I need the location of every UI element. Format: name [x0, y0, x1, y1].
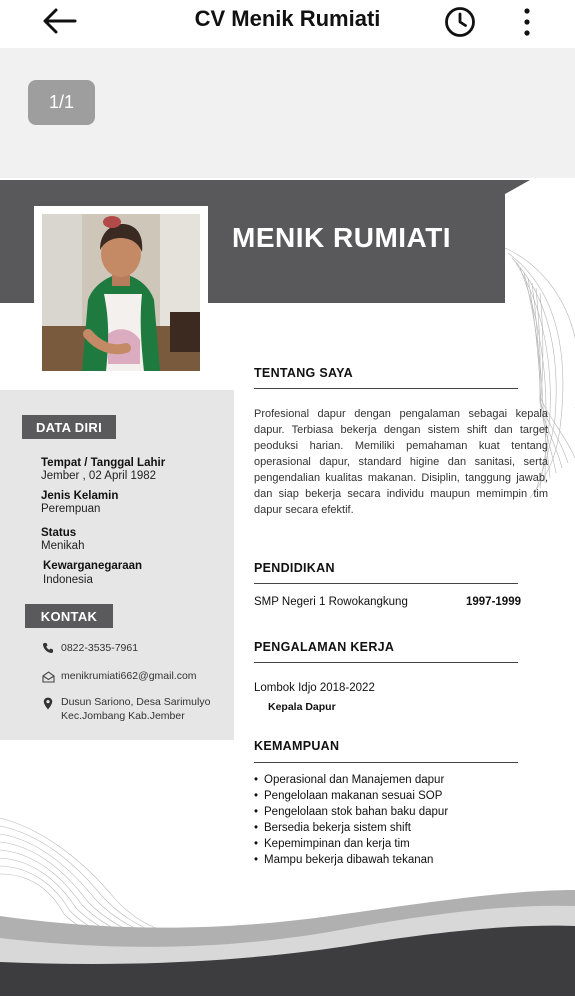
gender-label: Jenis Kelamin	[41, 490, 119, 502]
address-line-1: Dusun Sariono, Desa Sarimulyo	[61, 696, 211, 708]
skill-item: • Operasional dan Manajemen dapur	[254, 772, 554, 788]
birth-value: Jember , 02 April 1982	[41, 470, 157, 482]
email-icon	[41, 670, 55, 684]
skill-item: • Pengelolaan stok bahan baku dapur	[254, 804, 554, 820]
section-divider	[254, 583, 518, 584]
section-divider	[254, 388, 518, 389]
profile-photo	[42, 214, 200, 371]
pengalaman-heading: PENGALAMAN KERJA	[254, 640, 395, 654]
section-divider	[254, 662, 518, 663]
nationality-label: Kewarganegaraan	[43, 560, 143, 572]
gender-value: Perempuan	[41, 503, 101, 515]
arrow-left-icon	[41, 7, 77, 35]
more-options-button[interactable]	[512, 4, 542, 40]
address-line-2: Kec.Jombang Kab.Jember	[61, 710, 185, 722]
email-address: menikrumiati662@gmail.com	[61, 670, 197, 682]
data-diri-heading: DATA DIRI	[22, 415, 116, 439]
more-vertical-icon	[522, 7, 532, 37]
kemampuan-heading: KEMAMPUAN	[254, 739, 340, 753]
skill-item: • Pengelolaan makanan sesuai SOP	[254, 788, 554, 804]
skill-item: • Kepemimpinan dan kerja tim	[254, 836, 554, 852]
phone-icon	[41, 641, 55, 655]
education-years: 1997-1999	[466, 596, 521, 608]
job-role: Kepala Dapur	[268, 701, 336, 713]
education-school: SMP Negeri 1 Rowokangkung	[254, 596, 408, 608]
skill-item: • Mampu bekerja dibawah tekanan	[254, 852, 554, 868]
status-value: Menikah	[41, 540, 85, 552]
location-pin-icon	[41, 696, 55, 710]
phone-number: 0822-3535-7961	[61, 642, 139, 654]
birth-label: Tempat / Tanggal Lahir	[41, 457, 166, 469]
cv-document-page[interactable]	[0, 178, 575, 996]
tentang-saya-heading: TENTANG SAYA	[254, 366, 353, 380]
skills-list	[254, 772, 554, 868]
app-bar	[0, 0, 575, 46]
cv-name: MENIK RUMIATI	[232, 222, 452, 253]
section-divider	[254, 762, 518, 763]
skill-item: • Bersedia bekerja sistem shift	[254, 820, 554, 836]
page-indicator: 1/1	[28, 80, 95, 125]
back-button[interactable]	[38, 4, 80, 38]
job-place-years: Lombok Idjo 2018-2022	[254, 682, 375, 694]
about-paragraph: Profesional dapur dengan pengalaman sebagai kepala dapur. Terbiasa bekerja dengan sistem shift dan target peoduksi harian. Memiliki pemahaman kuat tentang operasional dapur, standard higine dan sanitasi, serta pengendalian kualitas makanan. Disiplin, tanggung jawab, dan siap bekerja secara individu maupun memimpin tim dapur secara efektif.	[254, 408, 548, 516]
history-button[interactable]	[440, 4, 480, 40]
document-title: CV Menik Rumiati	[194, 6, 381, 31]
status-label: Status	[41, 527, 77, 539]
pendidikan-heading: PENDIDIKAN	[254, 561, 335, 575]
kontak-heading: KONTAK	[25, 604, 113, 628]
nationality-value: Indonesia	[43, 574, 93, 586]
clock-icon	[443, 5, 477, 39]
